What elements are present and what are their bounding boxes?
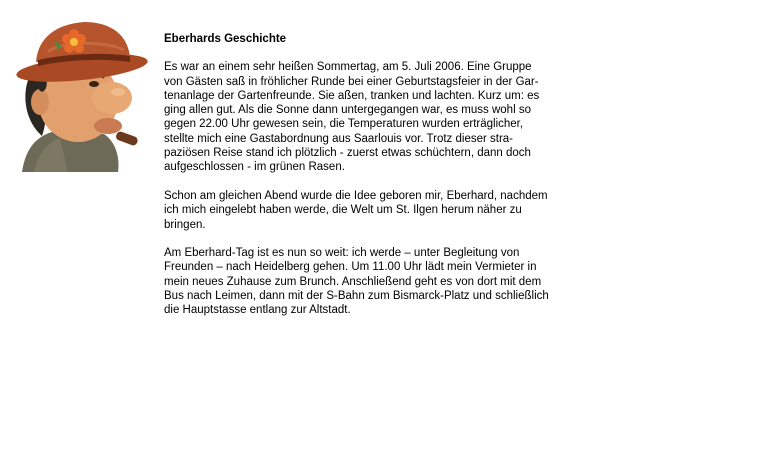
text-line: stellte mich eine Gastabordnung aus Saarlouis vor. Trotz dieser stra-: [164, 132, 514, 145]
eberhard-figurine-icon: [8, 18, 148, 172]
text-line: Am Eberhard-Tag ist es nun so weit: ich werde – unter Begleitung von: [164, 247, 520, 260]
text-line: Freunden – nach Heidelberg gehen. Um 11.00 Uhr lädt mein Vermieter in: [164, 261, 537, 274]
article-title: Eberhards Geschichte: [164, 33, 287, 45]
text-line: aufgeschlossen - im grünen Rasen.: [164, 161, 345, 174]
text-line: Es war an einem sehr heißen Sommertag, am 5. Juli 2006. Eine Gruppe: [164, 61, 532, 74]
text-line: mein neues Zuhause zum Brunch. Anschließend geht es von dort mit dem: [164, 275, 542, 288]
text-line: gegen 22.00 Uhr gewesen sein, die Temperaturen wurden erträglicher,: [164, 118, 524, 131]
text-line: Bus nach Leimen, dann mit der S-Bahn zum Bismarck-Platz und schließlich: [164, 290, 549, 303]
text-line: tenanlage der Gartenfreunde. Sie aßen, tranken und lachten. Kurz um: es: [164, 89, 540, 102]
text-line: bringen.: [164, 218, 206, 231]
text-line: Schon am gleichen Abend wurde die Idee geboren mir, Eberhard, nachdem: [164, 189, 548, 202]
text-line: ich mich eingelebt haben werde, die Welt um St. Ilgen herum näher zu: [164, 204, 522, 217]
text-line: von Gästen saß in fröhlicher Runde bei einer Geburtstagsfeier in der Gar-: [164, 75, 539, 88]
article: [164, 32, 574, 332]
article-paragraph: [164, 246, 574, 317]
article-paragraph: [164, 60, 574, 174]
article-paragraph: [164, 189, 574, 232]
text-line: paziösen Reise stand ich plötzlich - zuerst etwas schüchtern, dann doch: [164, 147, 531, 160]
text-line: die Hauptstasse entlang zur Altstadt.: [164, 304, 351, 317]
text-line: ging allen gut. Als die Sonne dann untergegangen war, es muss wohl so: [164, 104, 531, 117]
